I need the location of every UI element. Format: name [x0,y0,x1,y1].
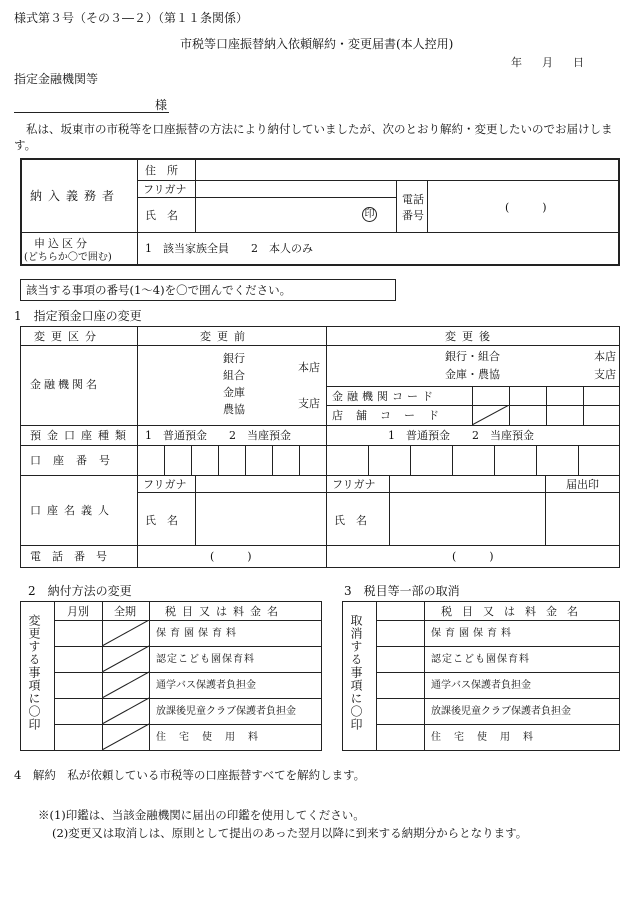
before-furigana-label: フリガナ [143,478,187,491]
name-label: 氏 名 [145,209,178,222]
s2-item-1[interactable]: 保育園保育料 [156,628,240,639]
address-field[interactable] [197,160,617,179]
application-label: 申込区分 [34,237,90,250]
after-kinko-nokyo: 金庫・農協 [445,368,500,381]
after-bank-kumiai: 銀行・組合 [445,350,500,363]
col-before: 変更前 [200,330,251,343]
before-kinko: 金庫 [223,386,245,399]
intro-text: 私は、坂東市の市税等を口座振替の方法により納付していましたが、次のとおり解約・変更したいのでお届けします。 [14,122,613,152]
seal-label: 届出印 [566,478,599,491]
after-furigana-label: フリガナ [332,478,376,491]
row-account-no: 口座番号 [30,454,122,467]
s2-item-2[interactable]: 認定こども園保育料 [156,654,255,665]
payer-label: 納入義務者 [30,189,121,203]
section2-table [20,601,322,751]
before-honten: 本店 [298,361,320,374]
section2-title: 2 納付方法の変更 [28,584,132,598]
row-account-type: 預金口座種類 [30,429,132,442]
date-day: 日 [573,56,584,69]
s3-item-3[interactable]: 通学バス保護者負担金 [431,680,531,691]
before-holder-name-label: 氏 名 [145,514,178,527]
note-2: (2)変更又は取消しは、原則として提出のあった翌月以降に到来する納期分からとなります。 [52,826,528,840]
section1-title: 1 指定預金口座の変更 [14,309,142,323]
col-all: 全期 [114,605,136,618]
section3-table [342,601,620,751]
application-options[interactable]: 1 該当家族全員 2 本人のみ [145,242,313,255]
branch-code-diagonal [472,405,509,425]
col-tax-3: 税目又は料金名 [441,605,588,618]
after-holder-field[interactable] [390,493,544,544]
all-period-diagonals [102,620,149,750]
address-label: 住 所 [145,164,178,177]
before-kumiai: 組合 [223,369,245,382]
after-holder-name-label: 氏 名 [334,514,367,527]
after-shiten: 支店 [594,368,616,381]
phone-label-2: 番号 [402,209,424,222]
s2-item-4[interactable]: 放課後児童クラブ保護者負担金 [156,706,296,717]
bank-code-label: 金融機関コード [332,390,437,403]
after-account-no-field[interactable] [327,446,619,474]
addressee: 指定金融機関等 [14,72,99,86]
after-honten: 本店 [594,350,616,363]
row-holder: 口座名義人 [30,504,115,517]
col-category: 変更区分 [34,330,102,343]
before-phone-field[interactable]: ( ) [210,550,252,563]
section4-text: 4 解約 私が依頼している市税等の口座振替すべてを解約します。 [14,768,366,782]
s2-item-3[interactable]: 通学バス保護者負担金 [156,680,256,691]
s3-item-5[interactable]: 住宅使用料 [431,732,546,743]
section2-side-label: 変更する事項に〇印 [27,614,41,731]
after-phone-field[interactable]: ( ) [452,550,494,563]
row-phone: 電話番号 [30,550,118,563]
seal-field[interactable] [546,493,619,544]
note-1: ※(1)印鑑は、当該金融機関に届出の印鑑を使用してください。 [38,808,365,822]
instruction-text: 該当する事項の番号(1～4)を〇で囲んでください。 [26,283,292,297]
form-number: 様式第３号（その３―２）（第１１条関係） [14,11,249,25]
application-sublabel: (どちらか〇で囲む) [24,252,112,263]
furigana-field[interactable] [197,181,395,196]
s3-item-2[interactable]: 認定こども園保育料 [431,654,530,665]
before-type-options[interactable]: 1 普通預金 2 当座預金 [145,429,291,442]
before-holder-field[interactable] [196,493,325,544]
name-field[interactable] [197,198,357,231]
bank-code-field[interactable] [510,387,618,404]
before-bank: 銀行 [223,352,245,365]
section3-side-label: 取消する事項に〇印 [349,614,363,731]
col-monthly: 月別 [67,605,89,618]
section3-title: 3 税目等一部の取消 [344,584,460,598]
date-year: 年 [511,56,522,69]
phone-label-1: 電話 [402,193,424,206]
branch-code-label: 店舗コード [332,409,452,422]
furigana-label: フリガナ [143,183,187,196]
col-after: 変更後 [445,330,496,343]
date-month: 月 [542,56,553,69]
s3-item-1[interactable]: 保育園保育料 [431,628,515,639]
phone-field[interactable]: ( ) [505,201,547,214]
row-institution: 金融機関名 [30,378,100,391]
s2-item-5[interactable]: 住宅使用料 [156,732,271,743]
before-account-no-field[interactable] [138,446,325,474]
branch-code-field[interactable] [510,406,618,424]
before-shiten: 支店 [298,397,320,410]
seal-mark: 印 [362,207,377,222]
sama-label: 様 [155,98,168,112]
before-nokyo: 農協 [223,403,245,416]
after-type-options[interactable]: 1 普通預金 2 当座預金 [388,429,534,442]
page-title: 市税等口座振替納入依頼解約・変更届書(本人控用) [180,37,454,51]
s3-item-4[interactable]: 放課後児童クラブ保護者負担金 [431,706,571,717]
addressee-underline [14,112,169,113]
col-tax-2: 税目又は料金名 [165,605,284,618]
